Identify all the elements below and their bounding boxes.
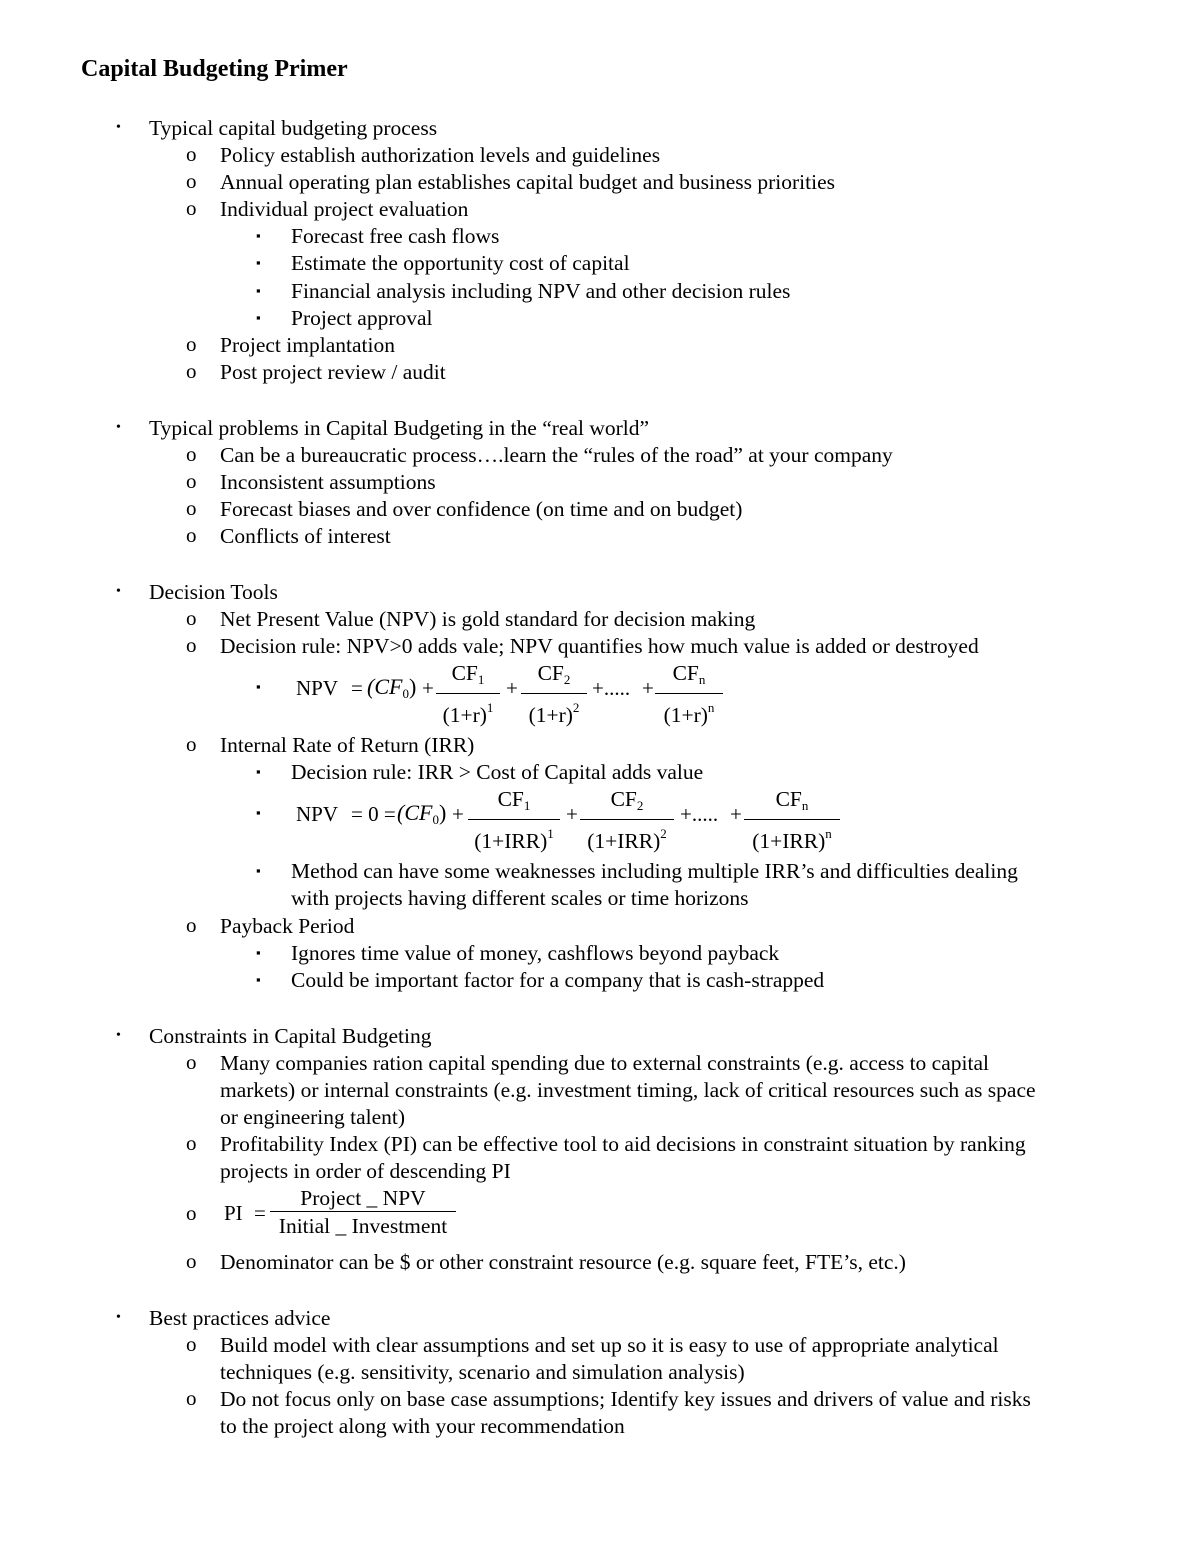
square-bullet: ▪ xyxy=(256,805,261,820)
page-title: Capital Budgeting Primer xyxy=(81,56,348,82)
list-item: Profitability Index (PI) can be effective tool to aid decisions in constraint situation by ranking xyxy=(220,1132,1026,1156)
circle-bullet: o xyxy=(186,1131,197,1155)
circle-bullet: o xyxy=(186,523,197,547)
square-bullet: ▪ xyxy=(256,679,261,694)
disc-bullet: • xyxy=(116,420,121,435)
square-bullet: ▪ xyxy=(256,283,261,298)
circle-bullet: o xyxy=(186,1386,197,1410)
formula-lhs: NPV xyxy=(296,802,339,826)
list-item: Individual project evaluation xyxy=(220,197,469,221)
circle-bullet: o xyxy=(186,169,197,193)
list-item: Project implantation xyxy=(220,333,395,357)
formula-plus: + xyxy=(730,802,742,826)
fraction-term-1: CF1 $(1+r)^1$ xyxy=(436,660,500,729)
section-heading: Typical capital budgeting process xyxy=(149,116,438,140)
sub-list-item: Forecast free cash flows xyxy=(291,224,500,248)
disc-bullet: • xyxy=(116,1310,121,1325)
list-item-continued: to the project along with your recommendation xyxy=(220,1414,625,1438)
list-item: Internal Rate of Return (IRR) xyxy=(220,733,475,757)
pi-fraction: Project _ NPV Initial _ Investment xyxy=(270,1185,456,1240)
disc-bullet: • xyxy=(116,120,121,135)
square-bullet: ▪ xyxy=(256,972,261,987)
fraction-term-n: CFn $(1+IRR)^n$ xyxy=(744,786,840,855)
square-bullet: ▪ xyxy=(256,945,261,960)
list-item: Many companies ration capital spending due to external constraints (e.g. access to capital xyxy=(220,1051,989,1075)
list-item: Do not focus only on base case assumptions; Identify key issues and drivers of value and risks xyxy=(220,1387,1031,1411)
sub-list-item: Could be important factor for a company that is cash-strapped xyxy=(291,968,825,992)
fraction-term-2: CF2 $(1+r)^2$ xyxy=(521,660,587,729)
formula-plus: + xyxy=(642,676,654,700)
formula-lhs: PI xyxy=(224,1201,243,1225)
section-heading: Typical problems in Capital Budgeting in the “real world” xyxy=(149,416,650,440)
formula-plus: + xyxy=(566,802,578,826)
sub-list-item: Method can have some weaknesses including multiple IRR’s and difficulties dealing xyxy=(291,859,1018,883)
circle-bullet: o xyxy=(186,1201,197,1225)
circle-bullet: o xyxy=(186,196,197,220)
circle-bullet: o xyxy=(186,1050,197,1074)
list-item: Net Present Value (NPV) is gold standard for decision making xyxy=(220,607,756,631)
circle-bullet: o xyxy=(186,332,197,356)
formula-ellipsis: +..... xyxy=(592,676,631,700)
square-bullet: ▪ xyxy=(256,764,261,779)
list-item: Forecast biases and over confidence (on time and on budget) xyxy=(220,497,743,521)
list-item: Post project review / audit xyxy=(220,360,446,384)
disc-bullet: • xyxy=(116,584,121,599)
sub-list-item: Financial analysis including NPV and other decision rules xyxy=(291,279,791,303)
formula-plus: + xyxy=(506,676,518,700)
list-item: Build model with clear assumptions and set up so it is easy to use of appropriate analytical xyxy=(220,1333,999,1357)
list-item: Inconsistent assumptions xyxy=(220,470,436,494)
list-item: Payback Period xyxy=(220,914,355,938)
section-heading: Best practices advice xyxy=(149,1306,331,1330)
square-bullet: ▪ xyxy=(256,863,261,878)
formula-equals: = xyxy=(254,1201,266,1225)
circle-bullet: o xyxy=(186,496,197,520)
sub-list-item-continued: with projects having different scales or time horizons xyxy=(291,886,749,910)
list-item: Annual operating plan establishes capital budget and business priorities xyxy=(220,170,835,194)
square-bullet: ▪ xyxy=(256,255,261,270)
list-item-continued: techniques (e.g. sensitivity, scenario and simulation analysis) xyxy=(220,1360,745,1384)
formula-equals: = 0 = xyxy=(351,802,396,826)
fraction-term-2: CF2 $(1+IRR)^2$ xyxy=(580,786,674,855)
sub-list-item: Estimate the opportunity cost of capital xyxy=(291,251,630,275)
circle-bullet: o xyxy=(186,732,197,756)
circle-bullet: o xyxy=(186,359,197,383)
list-item: Decision rule: NPV>0 adds vale; NPV quantifies how much value is added or destroyed xyxy=(220,634,979,658)
formula-cf0: (CF0) xyxy=(397,800,447,827)
sub-list-item: Project approval xyxy=(291,306,433,330)
circle-bullet: o xyxy=(186,606,197,630)
formula-ellipsis: +..... xyxy=(680,802,719,826)
section-heading: Decision Tools xyxy=(149,580,278,604)
formula-lhs: NPV xyxy=(296,676,339,700)
circle-bullet: o xyxy=(186,1249,197,1273)
sub-list-item: Decision rule: IRR > Cost of Capital adds value xyxy=(291,760,704,784)
list-item-continued: projects in order of descending PI xyxy=(220,1159,511,1183)
list-item-continued: or engineering talent) xyxy=(220,1105,406,1129)
circle-bullet: o xyxy=(186,633,197,657)
formula-plus: + xyxy=(422,676,434,700)
sub-list-item: Ignores time value of money, cashflows beyond payback xyxy=(291,941,780,965)
circle-bullet: o xyxy=(186,142,197,166)
section-heading: Constraints in Capital Budgeting xyxy=(149,1024,432,1048)
list-item: Can be a bureaucratic process….learn the “rules of the road” at your company xyxy=(220,443,893,467)
square-bullet: ▪ xyxy=(256,228,261,243)
circle-bullet: o xyxy=(186,442,197,466)
disc-bullet: • xyxy=(116,1028,121,1043)
fraction-term-1: CF1 $(1+IRR)^1$ xyxy=(468,786,560,855)
list-item: Policy establish authorization levels and guidelines xyxy=(220,143,661,167)
formula-plus: + xyxy=(452,802,464,826)
formula-cf0: (CF0) xyxy=(367,674,417,701)
circle-bullet: o xyxy=(186,469,197,493)
list-item: Conflicts of interest xyxy=(220,524,391,548)
circle-bullet: o xyxy=(186,913,197,937)
circle-bullet: o xyxy=(186,1332,197,1356)
list-item-continued: markets) or internal constraints (e.g. investment timing, lack of critical resources such as space xyxy=(220,1078,1036,1102)
formula-equals: = xyxy=(351,676,363,700)
square-bullet: ▪ xyxy=(256,310,261,325)
list-item: Denominator can be $ or other constraint resource (e.g. square feet, FTE’s, etc.) xyxy=(220,1250,906,1274)
fraction-term-n: CFn $(1+r)^n$ xyxy=(655,660,723,729)
